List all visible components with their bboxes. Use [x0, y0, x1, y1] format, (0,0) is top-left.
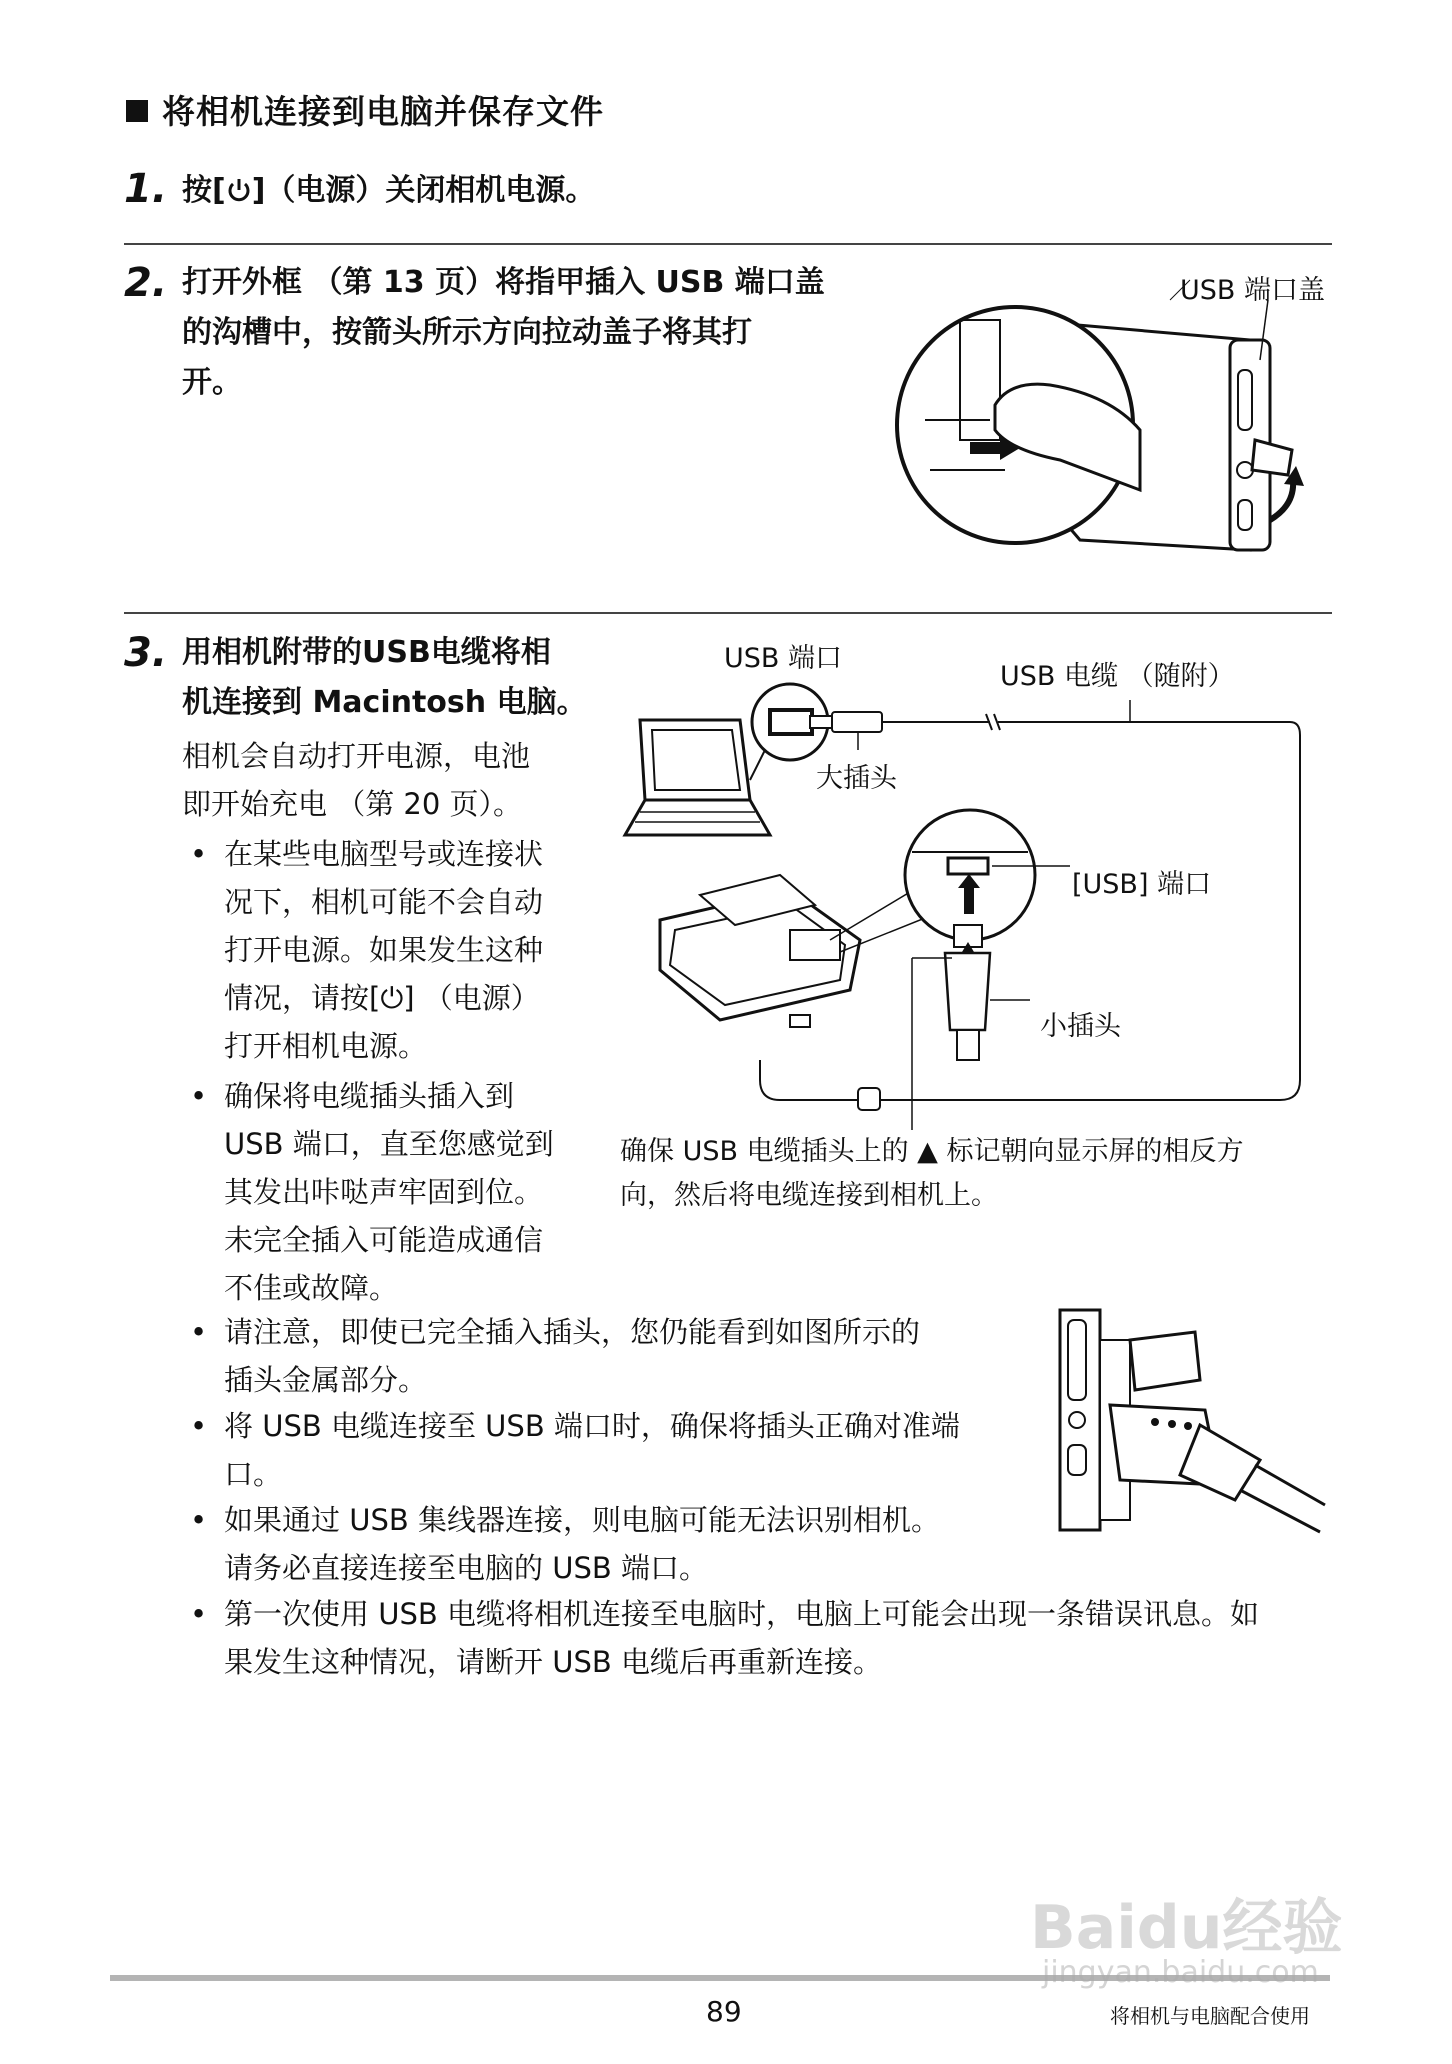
usb-cable-label: USB 电缆 （随附）: [1000, 661, 1235, 692]
plug-metal-figure: [1060, 1310, 1330, 1540]
section-title: [126, 86, 604, 133]
watermark-logo: Baidu经验: [1030, 1893, 1343, 1963]
usb-port-label: USB 端口: [724, 643, 843, 674]
bullet-item: • 确保将电缆插头插入到 USB 端口，直至您感觉到 其发出咔哒声牢固到位。 未完全插入可能造成通信 不佳或故障。: [190, 1079, 554, 1305]
chapter-label: 将相机与电脑配合使用: [1110, 2004, 1310, 2028]
step-2-text: 打开外框 （第 13 页）将指甲插入 USB 端口盖 的沟槽中，按箭头所示方向拉动盖子将其打 开。: [182, 265, 825, 400]
page-number: 89: [706, 1995, 742, 2028]
section-title-text: 将相机连接到电脑并保存文件: [162, 92, 604, 131]
step-3-number: 3.: [124, 630, 168, 676]
watermark-url: jingyan.baidu.com: [1042, 1955, 1319, 1990]
divider: [124, 243, 1332, 245]
bullet-item: • 在某些电脑型号或连接状 况下，相机可能不会自动 打开电源。如果发生这种 情况，请按[⏻] （电源） 打开相机电源。: [190, 837, 544, 1063]
usb-connection-figure: [600, 690, 1330, 1110]
power-icon: [226, 166, 252, 216]
divider: [124, 612, 1332, 614]
big-plug-label: 大插头: [816, 763, 897, 794]
usb-cover-figure: [900, 300, 1320, 570]
usb-cover-label: USB 端口盖: [1180, 275, 1326, 306]
step-3-description: 相机会自动打开电源，电池 即开始充电 （第 20 页）。: [182, 739, 531, 821]
bullet-item: • 请注意，即使已完全插入插头，您仍能看到如图所示的 插头金属部分。: [190, 1315, 921, 1397]
step-2-number: 2.: [124, 260, 168, 306]
bullet-item: • 第一次使用 USB 电缆将相机连接至电脑时，电脑上可能会出现一条错误讯息。如 果发生这种情况，请断开 USB 电缆后再重新连接。: [190, 1597, 1259, 1679]
bullet-item: • 如果通过 USB 集线器连接，则电脑可能无法识别相机。 请务必直接连接至电脑的 USB 端口。: [190, 1503, 940, 1585]
figure-caption: 确保 USB 电缆插头上的 ▲ 标记朝向显示屏的相反方 向，然后将电缆连接到相机上。: [620, 1136, 1244, 1211]
camera-usb-port-label: [USB] 端口: [1072, 869, 1212, 900]
small-plug-label: 小插头: [1040, 1011, 1121, 1042]
square-bullet-icon: [126, 100, 148, 122]
step-1-number: 1.: [124, 166, 168, 212]
bullet-item: • 将 USB 电缆连接至 USB 端口时，确保将插头正确对准端 口。: [190, 1409, 960, 1491]
step-3-text: 用相机附带的USB电缆将相 机连接到 Macintosh 电脑。: [182, 635, 587, 720]
step-1-text: 按[ ]（电源）关闭相机电源。: [182, 166, 595, 216]
